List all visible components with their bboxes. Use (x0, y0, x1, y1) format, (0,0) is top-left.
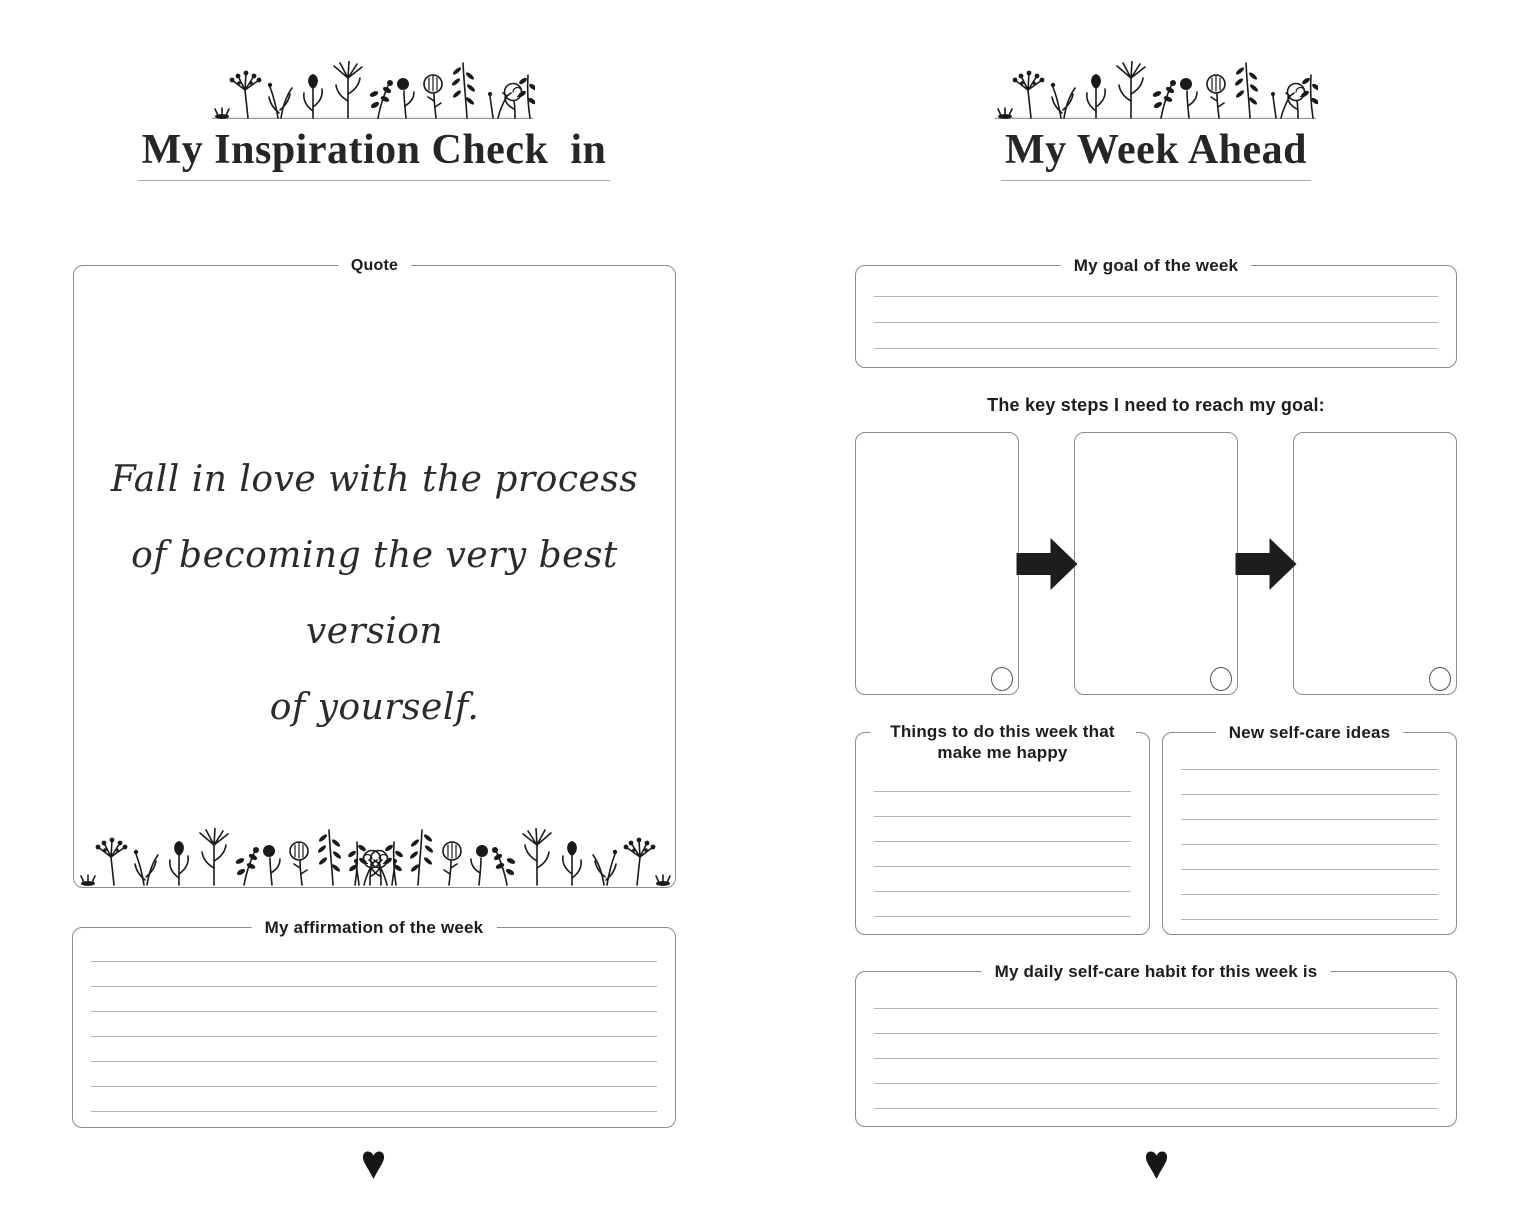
affirmation-box (72, 918, 676, 1128)
ruled-line (874, 323, 1438, 349)
ruled-line (874, 1084, 1438, 1109)
ruled-line (1181, 895, 1438, 920)
writing-lines (91, 937, 657, 1112)
key-step-box (855, 432, 1019, 695)
ruled-line (91, 1087, 657, 1112)
ruled-line (874, 842, 1131, 867)
ruled-line (1181, 745, 1438, 770)
daily-habit-box-label: My daily self-care habit for this week is (982, 961, 1331, 982)
arrow-right-icon (1016, 536, 1079, 592)
ruled-line (1181, 870, 1438, 895)
wildflower-strip-icon (210, 61, 535, 121)
quote-box (73, 257, 676, 888)
writing-lines (874, 984, 1438, 1109)
ruled-line (91, 1012, 657, 1037)
right-page-header (855, 127, 1457, 181)
ruled-line (1181, 770, 1438, 795)
happy-things-box-label (870, 721, 1136, 763)
ruled-line (874, 767, 1131, 792)
self-care-ideas-box-label: New self-care ideas (1216, 722, 1404, 743)
ruled-line (874, 1009, 1438, 1034)
corner-circle-icon (1429, 667, 1451, 691)
ruled-line (1181, 845, 1438, 870)
arrow-right-icon (1235, 536, 1298, 592)
key-step-box (1074, 432, 1238, 695)
ruled-line (874, 297, 1438, 323)
step-connector (1238, 432, 1293, 695)
happy-things-label-line2: make me happy (937, 743, 1068, 762)
ruled-line (874, 792, 1131, 817)
quote-line: of yourself. (269, 687, 480, 728)
happy-things-label-line1: Things to do this week that (890, 722, 1115, 741)
ruled-line (874, 867, 1131, 892)
ruled-line (874, 984, 1438, 1009)
key-step-box (1293, 432, 1457, 695)
ruled-line (91, 962, 657, 987)
affirmation-box-label: My affirmation of the week (252, 917, 497, 938)
ruled-line (91, 1037, 657, 1062)
left-page-header (72, 127, 676, 181)
quote-text (102, 442, 647, 746)
writing-lines (874, 271, 1438, 349)
goal-box (855, 256, 1457, 368)
ruled-line (874, 1034, 1438, 1059)
ruled-line (91, 937, 657, 962)
quote-line: of becoming the very best version (131, 535, 618, 652)
quote-box-label: Quote (338, 255, 411, 276)
corner-circle-icon (991, 667, 1013, 691)
key-steps-row (855, 432, 1457, 695)
page-title: My Inspiration Check in (138, 127, 611, 181)
happy-things-box (855, 722, 1150, 935)
ruled-line (91, 1062, 657, 1087)
ruled-line (91, 987, 657, 1012)
corner-circle-icon (1210, 667, 1232, 691)
ruled-line (874, 1059, 1438, 1084)
heart-icon (1143, 1149, 1170, 1182)
goal-box-label: My goal of the week (1061, 255, 1251, 276)
ruled-line (874, 271, 1438, 297)
ruled-line (1181, 795, 1438, 820)
ruled-line (874, 817, 1131, 842)
daily-habit-box (855, 962, 1457, 1127)
wildflower-strip-icon (76, 828, 675, 888)
ruled-line (1181, 820, 1438, 845)
wildflower-strip-icon (993, 61, 1318, 121)
self-care-ideas-box (1162, 723, 1457, 935)
ruled-line (874, 892, 1131, 917)
page-title: My Week Ahead (1001, 127, 1311, 181)
writing-lines (1181, 745, 1438, 920)
writing-lines (874, 767, 1131, 917)
key-steps-heading: The key steps I need to reach my goal: (987, 395, 1325, 415)
heart-icon (360, 1149, 387, 1182)
step-connector (1019, 432, 1074, 695)
quote-line: Fall in love with the process (110, 459, 639, 500)
